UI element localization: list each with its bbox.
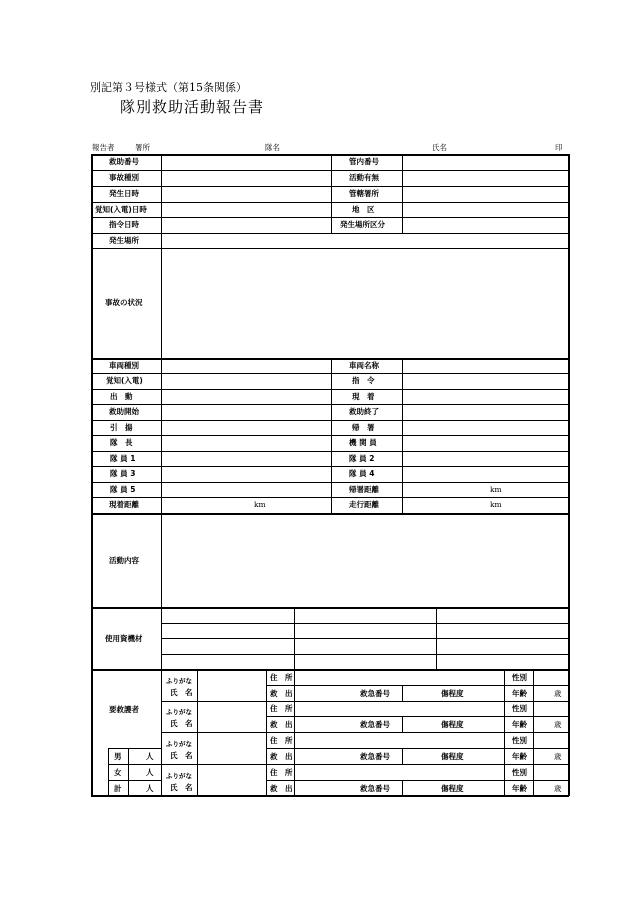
- label-dispatch: 出 動: [110, 392, 133, 401]
- label-jurisdiction-no: 管内番号: [349, 157, 379, 166]
- label-equipment: 使用資機材: [105, 634, 143, 643]
- label-address: 住 所: [270, 704, 293, 713]
- label-sex: 性別: [512, 736, 527, 745]
- label-return: 帰 署: [352, 423, 375, 432]
- label-injury: 傷程度: [441, 720, 464, 729]
- label-member-5: 隊 員 5: [110, 485, 136, 494]
- reporter-seal-label: 印: [555, 143, 563, 152]
- label-vehicle-type: 車両種別: [109, 361, 139, 370]
- label-rescue-no: 救助番号: [109, 157, 139, 166]
- label-district: 地 区: [352, 205, 375, 214]
- document-title: 隊別救助活動報告書: [120, 98, 265, 116]
- label-rescue-out: 救 出: [270, 689, 293, 698]
- label-sex: 性別: [512, 704, 527, 713]
- form-caption: 別記第３号様式（第15条関係）: [90, 81, 247, 94]
- label-male: 男: [114, 752, 122, 761]
- reporter-label: 報告者: [92, 143, 115, 152]
- label-order: 指 令: [352, 376, 375, 385]
- label-activity-content: 活動内容: [109, 556, 139, 565]
- label-male-unit: 人: [146, 752, 154, 761]
- label-person-name: 氏 名: [170, 783, 193, 792]
- label-accident-type: 事故種別: [109, 173, 139, 182]
- label-injury: 傷程度: [441, 752, 464, 761]
- label-female: 女: [114, 768, 122, 777]
- label-furigana: ふりがな: [166, 708, 192, 716]
- label-total: 計: [114, 784, 122, 793]
- label-place-class: 発生場所区分: [340, 220, 385, 229]
- label-address: 住 所: [270, 768, 293, 777]
- label-rescue-out: 救 出: [270, 784, 293, 793]
- unit-age: 歳: [554, 784, 562, 793]
- label-injury: 傷程度: [441, 784, 464, 793]
- label-address: 住 所: [270, 673, 293, 682]
- label-age: 年齢: [512, 752, 527, 761]
- label-age: 年齢: [512, 720, 527, 729]
- reporter-office-label: 署所: [135, 143, 150, 152]
- label-rescued: 要救護者: [109, 705, 139, 714]
- label-arrival-distance: 現着距離: [109, 500, 139, 509]
- label-situation: 事故の状況: [105, 298, 143, 307]
- label-place: 発生場所: [109, 236, 139, 245]
- label-injury: 傷程度: [441, 689, 464, 698]
- label-member-2: 隊 員 2: [349, 454, 375, 463]
- label-ems-no: 救急番号: [360, 720, 390, 729]
- label-rescue-out: 救 出: [270, 720, 293, 729]
- reporter-team-label: 隊名: [265, 143, 280, 152]
- label-total-unit: 人: [146, 784, 154, 793]
- label-person-name: 氏 名: [170, 751, 193, 760]
- label-ems-no: 救急番号: [360, 784, 390, 793]
- label-notified: 覚知(入電): [106, 376, 143, 385]
- label-person-name: 氏 名: [170, 688, 193, 697]
- unit-km-arrival: km: [254, 500, 266, 509]
- label-furigana: ふりがな: [166, 677, 192, 685]
- label-station: 管轄署所: [349, 189, 379, 198]
- label-activity: 活動有無: [349, 173, 379, 182]
- label-member-3: 隊 員 3: [110, 469, 136, 478]
- label-furigana: ふりがな: [166, 772, 192, 780]
- label-age: 年齢: [512, 689, 527, 698]
- label-withdraw: 引 揚: [110, 423, 133, 432]
- label-travel-distance: 走行距離: [349, 500, 379, 509]
- label-notified-at: 覚知(入電)日時: [95, 205, 147, 214]
- label-rescue-end: 救助終了: [349, 407, 379, 416]
- label-rescue-start: 救助開始: [109, 407, 139, 416]
- label-address: 住 所: [270, 736, 293, 745]
- label-person-name: 氏 名: [170, 719, 193, 728]
- label-vehicle-name: 車両名称: [349, 361, 379, 370]
- unit-km-return: km: [490, 485, 502, 494]
- label-occurred-at: 発生日時: [109, 189, 139, 198]
- label-sex: 性別: [512, 673, 527, 682]
- unit-km-travel: km: [490, 500, 502, 509]
- label-leader: 隊 長: [110, 438, 133, 447]
- label-ordered-at: 指令日時: [109, 220, 139, 229]
- unit-age: 歳: [554, 720, 562, 729]
- label-engineer: 機 関 員: [349, 438, 377, 447]
- label-return-distance: 帰署距離: [349, 485, 379, 494]
- unit-age: 歳: [554, 752, 562, 761]
- reporter-name-label: 氏名: [432, 143, 447, 152]
- label-member-4: 隊 員 4: [349, 469, 375, 478]
- label-arrival: 現 着: [352, 392, 375, 401]
- label-ems-no: 救急番号: [360, 689, 390, 698]
- label-member-1: 隊 員 1: [110, 454, 136, 463]
- label-furigana: ふりがな: [166, 740, 192, 748]
- label-ems-no: 救急番号: [360, 752, 390, 761]
- unit-age: 歳: [554, 689, 562, 698]
- label-female-unit: 人: [146, 768, 154, 777]
- label-rescue-out: 救 出: [270, 752, 293, 761]
- label-age: 年齢: [512, 784, 527, 793]
- label-sex: 性別: [512, 768, 527, 777]
